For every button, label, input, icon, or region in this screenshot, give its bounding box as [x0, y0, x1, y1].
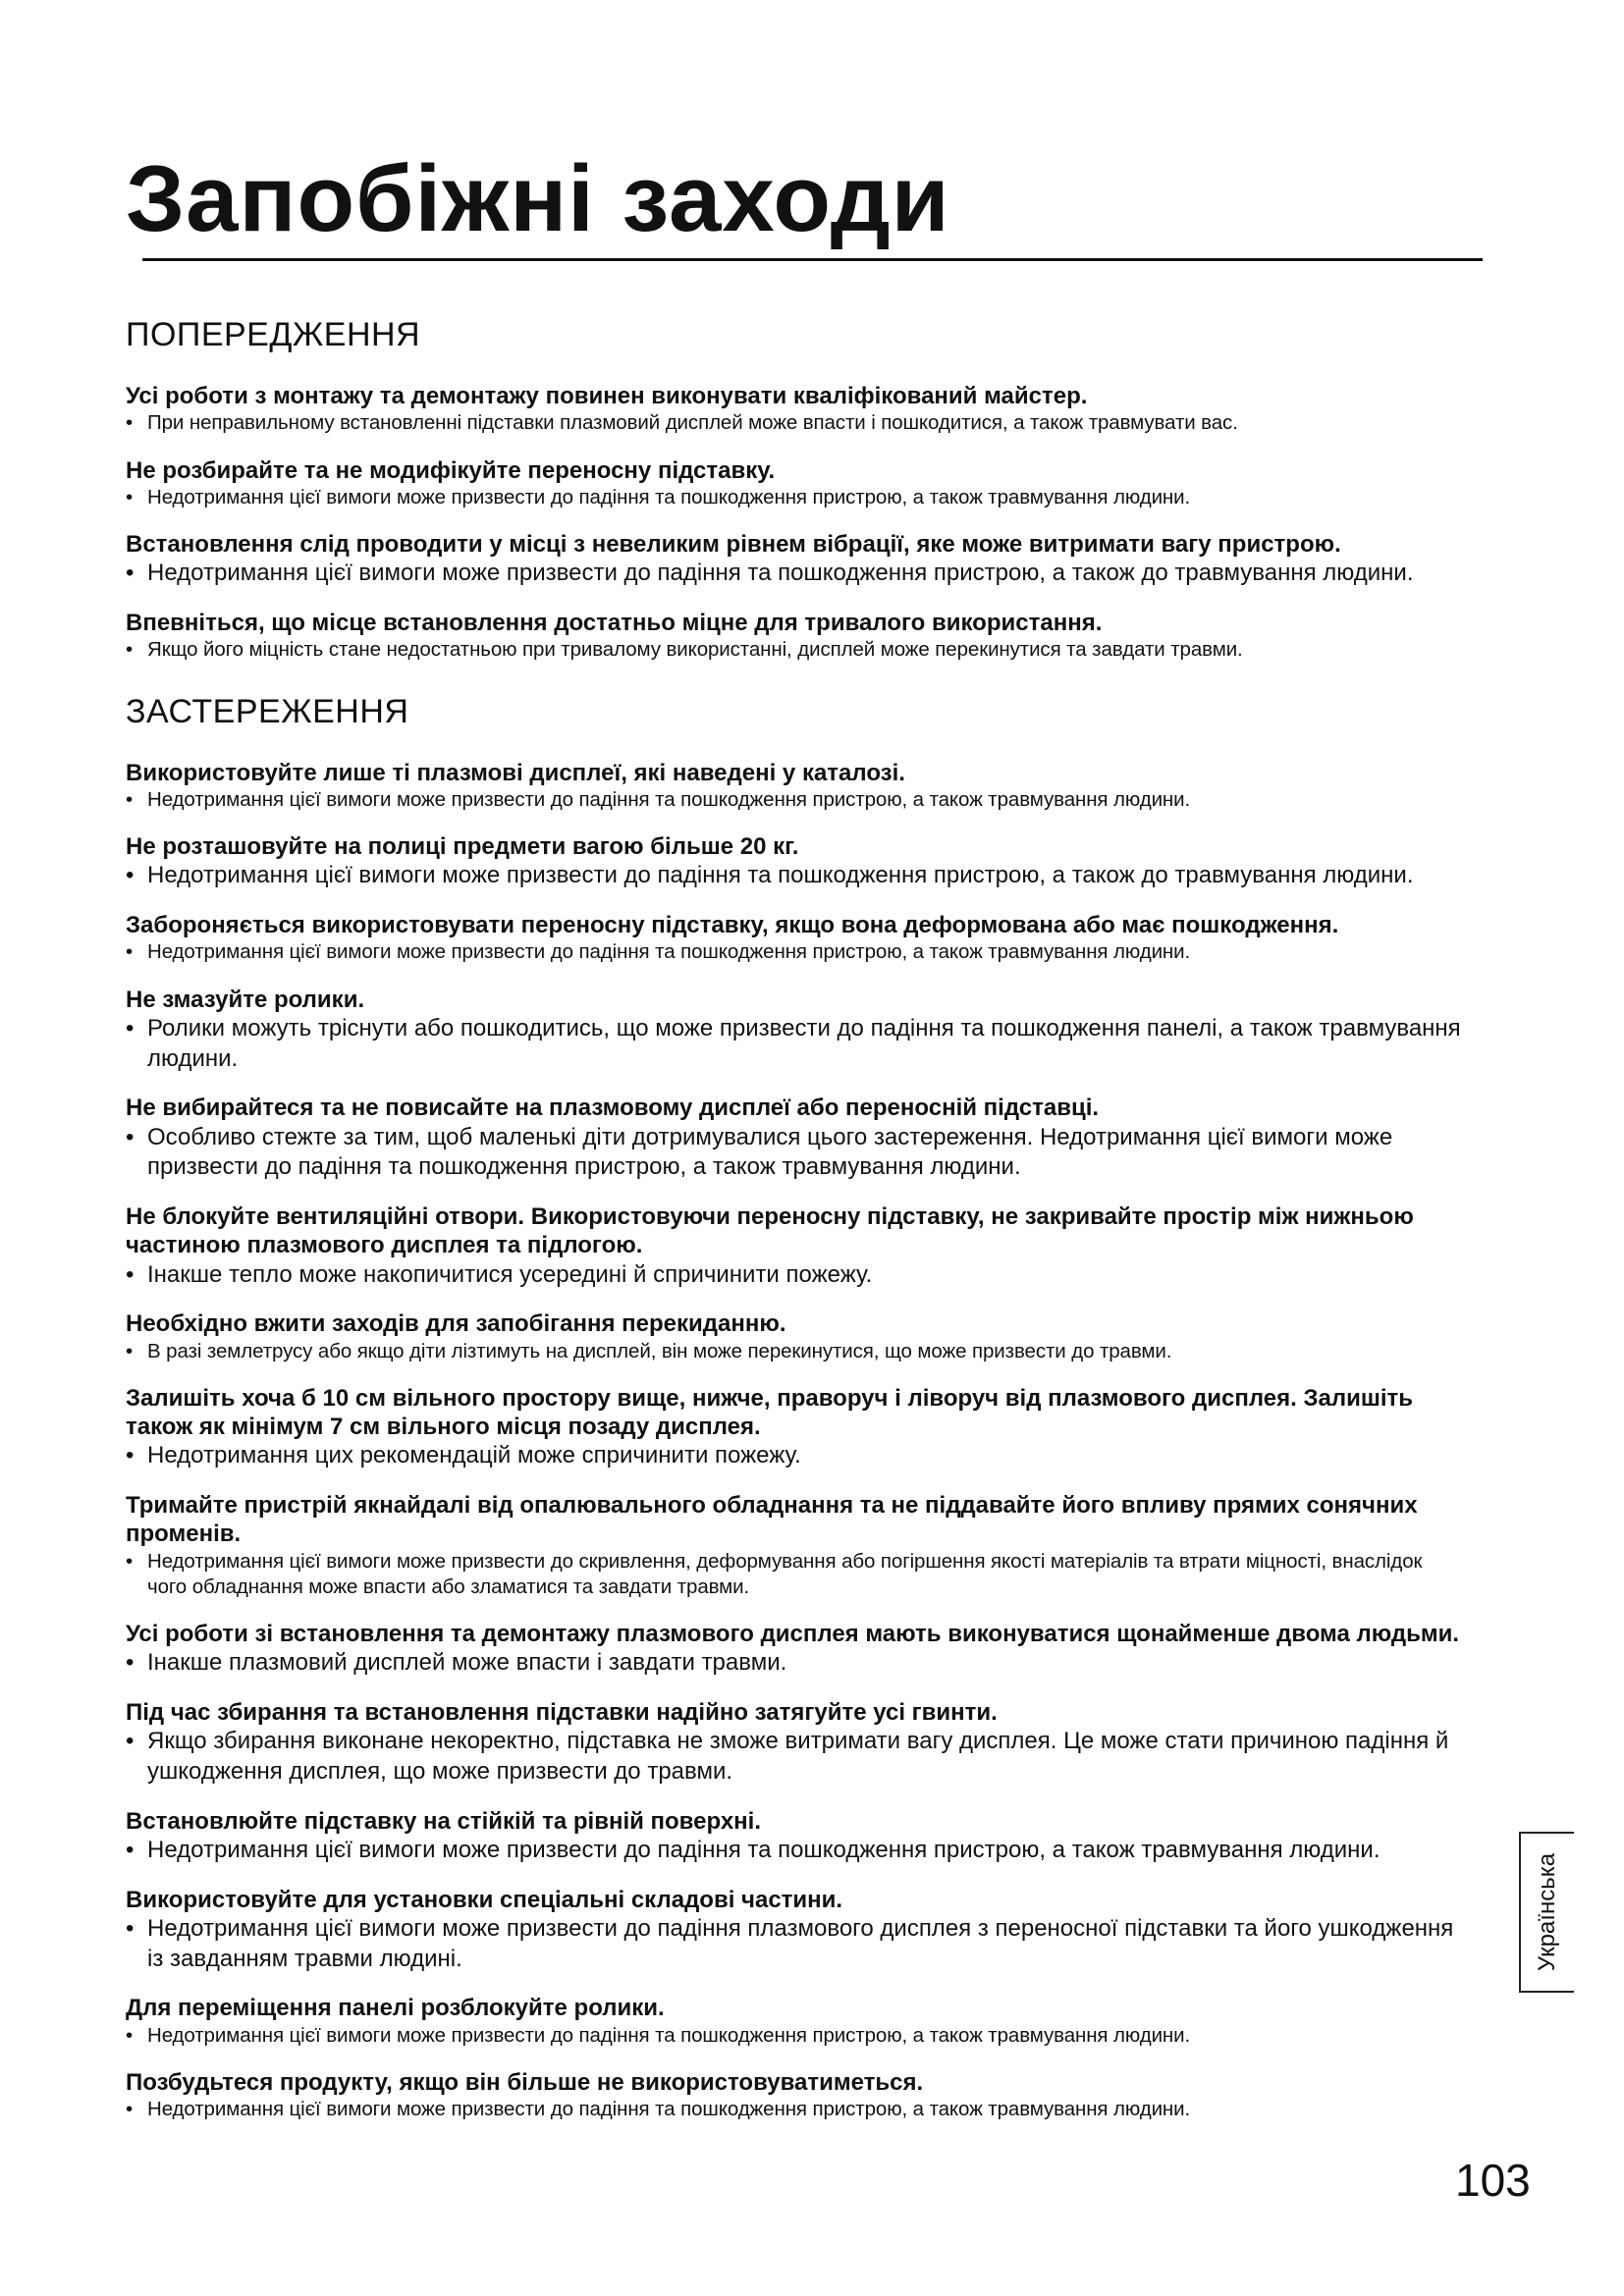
caution-item — [126, 1807, 1461, 1866]
precautions-content — [126, 316, 1461, 2142]
item-title: Не розташовуйте на полиці предмети вагою більше 20 кг. — [126, 833, 799, 861]
caution-item — [126, 1309, 1461, 1364]
caution-item — [126, 911, 1461, 966]
item-title: Використовуйте лише ті плазмові дисплеї, які наведені у каталозі. — [126, 759, 905, 786]
item-title: Усі роботи зі встановлення та демонтажу плазмового дисплея мають виконуватися щонайменше двома людьми. — [126, 1621, 1460, 1648]
page-number: 103 — [1455, 2155, 1531, 2206]
caution-item — [126, 1491, 1461, 1600]
item-title: Під час збирання та встановлення підставки надійно затягуйте усі гвинти. — [126, 1699, 998, 1727]
caution-item — [126, 1994, 1461, 2049]
item-note: • Ролики можуть тріснути або пошкодитись, що може призвести до падіння та пошкодження панелі, а також травмування людини. — [126, 1014, 1461, 1074]
caution-item — [126, 832, 1461, 891]
caution-item — [126, 1620, 1461, 1679]
language-tab-label: Українська — [1534, 1852, 1560, 1972]
item-note: • Недотримання цієї вимоги може призвести до падіння плазмового дисплея з переносної підставки та його ушкодження із завданням травми людині. — [126, 1914, 1461, 1974]
item-note: • Інакше плазмовий дисплей може впасти і завдати травми. — [126, 1648, 1461, 1679]
item-note: • Недотримання цієї вимоги може призвести до падіння та пошкодження пристрою, а також травмування людини. — [126, 1836, 1461, 1866]
caution-item — [126, 1094, 1461, 1183]
caution-item — [126, 1384, 1461, 1471]
item-title: Не розбирайте та не модифікуйте переносну підставку. — [126, 456, 776, 484]
warning-item — [126, 382, 1461, 437]
caution-item — [126, 1886, 1461, 1975]
item-title: Впевніться, що місце встановлення достатньо міцне для тривалого використання. — [126, 610, 1103, 637]
item-note: • Недотримання цієї вимоги може призвести до падіння та пошкодження пристрою, а також травмування людини. — [126, 2023, 1461, 2049]
item-title: Тримайте пристрій якнайдалі від опалювального обладнання та не піддавайте його впливу прямих сонячних променів. — [126, 1492, 1418, 1548]
page-title: Запобіжні заходи — [126, 146, 950, 251]
item-note: • Недотримання цієї вимоги може призвести до падіння та пошкодження пристрою, а також травмування людини. — [126, 939, 1461, 965]
item-title: Залишіть хоча б 10 см вільного простору вище, нижче, праворуч і ліворуч від плазмового дисплея. Залишіть також як мінімум 7 см вільного місця позаду дисплея. — [126, 1384, 1414, 1441]
item-note: • Інакше тепло може накопичитися усередині й спричинити пожежу. — [126, 1260, 1461, 1291]
item-note: • Недотримання цієї вимоги може призвести до падіння та пошкодження пристрою, а також до травмування людини. — [126, 861, 1461, 891]
item-note: • В разі землетрусу або якщо діти лізтимуть на дисплей, він може перекинутися, що може призвести до травми. — [126, 1339, 1461, 1364]
caution-item — [126, 1698, 1461, 1788]
item-note: • Недотримання цієї вимоги може призвести до падіння та пошкодження пристрою, а також травмування людини. — [126, 2097, 1461, 2122]
item-title: Необхідно вжити заходів для запобігання перекиданню. — [126, 1310, 786, 1338]
warning-section — [126, 316, 1461, 664]
item-title: Використовуйте для установки спеціальні складові частини. — [126, 1886, 843, 1913]
item-note: • При неправильному встановленні підставки плазмовий дисплей може впасти і пошкодитися, а також травмувати вас. — [126, 410, 1461, 436]
warning-item — [126, 609, 1461, 664]
item-title: Не змазуйте ролики. — [126, 986, 365, 1013]
item-note: • Якщо збирання виконане некоректно, підставка не зможе витримати вагу дисплея. Це може стати причиною падіння й ушкодження дисплея, що може призвести до травми. — [126, 1727, 1461, 1787]
item-title: Позбудьтеся продукту, якщо він більше не використовуватиметься. — [126, 2068, 924, 2096]
warning-item — [126, 530, 1461, 589]
item-note: • Недотримання цих рекомендацій може спричинити пожежу. — [126, 1441, 1461, 1471]
item-note: • Недотримання цієї вимоги може призвести до скривлення, деформування або погіршення якості матеріалів та втрати міцності, внаслідок чого обладнання може впасти або зламатися та завдати травми. — [126, 1549, 1461, 1600]
warning-item — [126, 456, 1461, 511]
caution-item — [126, 2068, 1461, 2123]
item-title: Не блокуйте вентиляційні отвори. Використовуючи переносну підставку, не закривайте простір між нижньою частиною плазмового дисплея та підлогою. — [126, 1203, 1414, 1259]
caution-section — [126, 693, 1461, 2123]
title-divider — [142, 258, 1483, 261]
item-title: Встановлення слід проводити у місці з невеликим рівнем вібрації, яке може витримати вагу пристрою. — [126, 531, 1341, 559]
caution-item — [126, 759, 1461, 814]
item-note: • Недотримання цієї вимоги може призвести до падіння та пошкодження пристрою, а також травмування людини. — [126, 787, 1461, 813]
caution-item — [126, 986, 1461, 1075]
item-title: Усі роботи з монтажу та демонтажу повинен виконувати кваліфікований майстер. — [126, 383, 1088, 410]
language-tab — [1519, 1832, 1574, 1993]
item-note: • Недотримання цієї вимоги може призвести до падіння та пошкодження пристрою, а також до травмування людини. — [126, 559, 1461, 589]
item-title: Для переміщення панелі розблокуйте ролики. — [126, 1995, 665, 2022]
caution-item — [126, 1202, 1461, 1290]
item-title: Забороняється використовувати переносну підставку, якщо вона деформована або має пошкодження. — [126, 912, 1339, 939]
caution-heading: ЗАСТЕРЕЖЕННЯ — [126, 692, 409, 730]
item-title: Встановлюйте підставку на стійкій та рівній поверхні. — [126, 1807, 761, 1835]
item-note: • Недотримання цієї вимоги може призвести до падіння та пошкодження пристрою, а також травмування людини. — [126, 485, 1461, 510]
item-note: • Особливо стежте за тим, щоб маленькі діти дотримувалися цього застереження. Недотримання цієї вимоги може призвести до падіння та пошкодження пристрою, а також травмування людини. — [126, 1123, 1461, 1183]
item-note: • Якщо його міцність стане недостатньою при тривалому використанні, дисплей може перекинутися та завдати травми. — [126, 637, 1461, 663]
item-title: Не вибирайтеся та не повисайте на плазмовому дисплеї або переносній підставці. — [126, 1095, 1100, 1122]
warning-heading: ПОПЕРЕДЖЕННЯ — [126, 316, 421, 353]
